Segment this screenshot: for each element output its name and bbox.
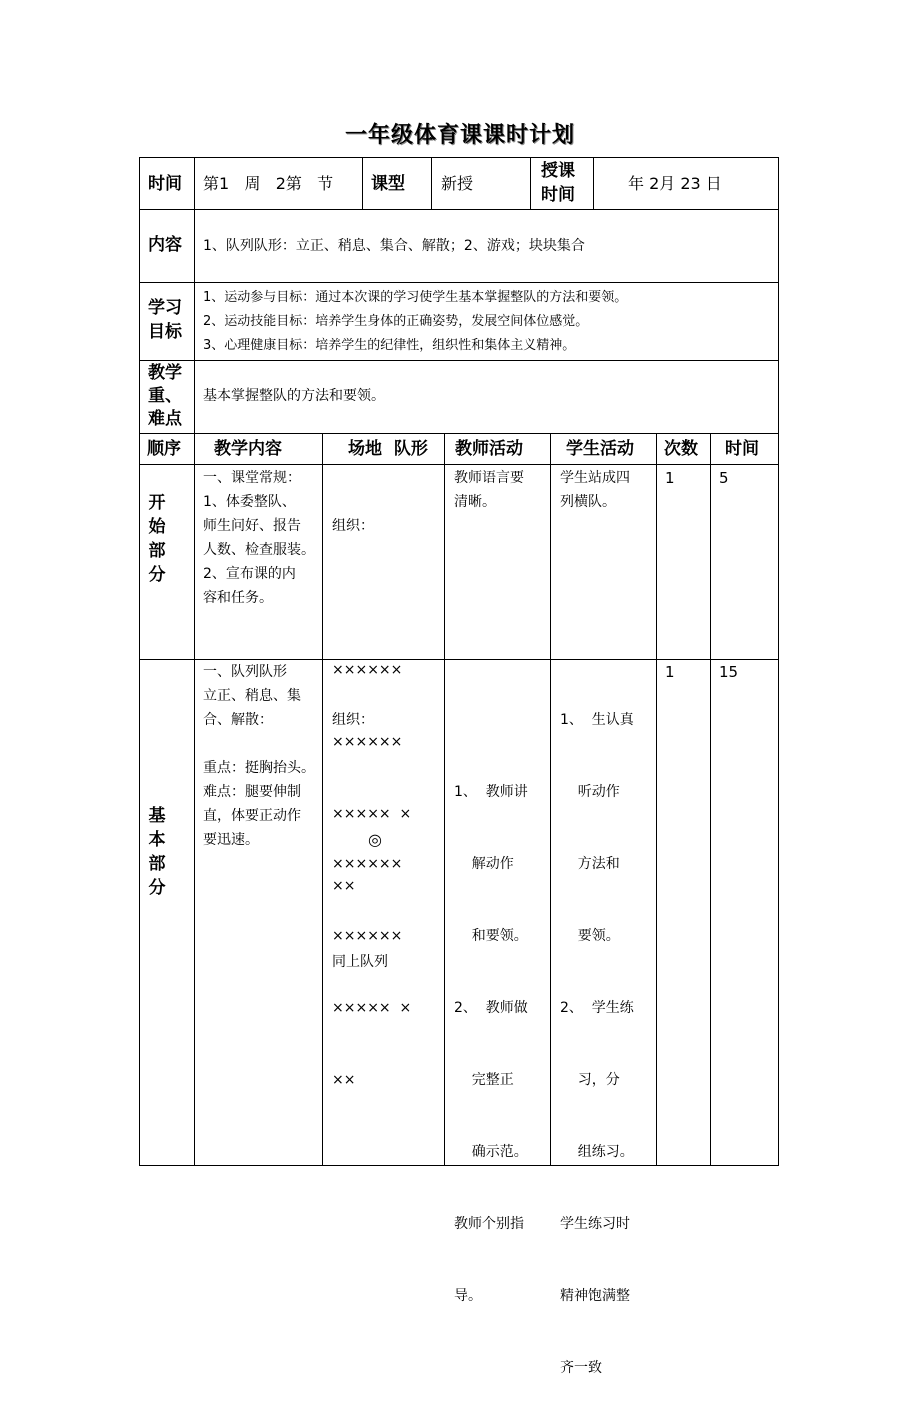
student-line: 1、 生认真 [560,712,634,728]
col-divider [550,433,551,1166]
teacher-line: 解动作 [454,856,514,872]
header-count: 次数 [664,439,698,459]
row-divider [139,464,779,465]
header-teacher: 教师活动 [455,439,523,459]
goals-label-1: 学习 [148,298,182,318]
start-teacher [454,466,524,514]
teacher-position-mark: ◎ [368,830,382,849]
col-divider [322,433,323,1166]
start-student [560,466,630,514]
row-divider [139,433,779,434]
row-divider [139,209,779,210]
section-char: 基 [148,806,166,826]
formation-line: ×× [332,878,356,894]
col-divider [194,209,195,433]
teacher-line: 教师语言要 [454,470,524,486]
col-divider [444,433,445,1166]
header-student: 学生活动 [566,439,634,459]
teach-time-label-2: 时间 [541,185,575,205]
start-count: 1 [665,469,675,487]
student-line: 学生练习时 [560,1216,630,1232]
student-line: 方法和 [560,856,620,872]
formation-note: 同上队列 [332,954,388,970]
teacher-line [454,708,528,732]
teacher-line: 确示范。 [454,1144,528,1160]
basic-section-label [147,804,167,900]
content-line [203,732,319,756]
formation-line: ×××××× [332,734,403,750]
student-line: 习，分 [560,1072,620,1088]
header-content: 教学内容 [214,439,282,459]
col-divider [194,157,195,209]
formation-line: 组织： [332,712,374,728]
content-line: 重点：挺胸抬头。 [203,760,315,776]
section-char: 分 [148,565,166,585]
date-value: 年 2月 23 日 [628,174,722,193]
formation-line: ×××××× [332,928,403,944]
content-line: 容和任务。 [203,590,273,606]
formation-line [332,780,411,804]
col-divider [530,157,531,209]
content-line: 1、体委整队、 [203,494,296,510]
basic-student [560,660,634,1404]
lesson-type-value: 新授 [441,174,474,193]
content-line: 2、宣布课的内 [203,566,296,582]
header-order: 顺序 [147,439,181,459]
section-char: 本 [148,830,166,850]
formation-line: 组织： [332,518,374,534]
formation-line: ××××× × [332,1000,412,1016]
col-divider [431,157,432,209]
row-divider [139,282,779,283]
teach-time-label-1: 授课 [541,161,575,181]
teacher-line: 完整正 [454,1072,514,1088]
col-divider [194,433,195,1166]
content-line: 直，体要正动作 [203,808,301,824]
teacher-line: 和要领。 [454,928,528,944]
keypoints-label-3: 难点 [148,409,182,429]
start-time: 5 [719,469,729,487]
formation-line: ×××××× [332,662,403,678]
start-section-label [147,491,167,587]
basic-formation [332,660,411,1116]
header-formation: 场地 队形 [348,439,428,459]
section-char: 部 [148,541,166,561]
content-line: 立正、稍息、集 [203,688,301,704]
goals-label-2: 目标 [148,322,182,342]
col-divider [710,433,711,1166]
student-line: 组练习。 [560,1144,634,1160]
formation-line: ×××××× [332,856,403,872]
col-divider [656,433,657,1166]
col-divider [593,157,594,209]
lesson-type-label: 课型 [371,174,405,194]
formation-line [332,586,411,610]
student-line: 要领。 [560,928,620,944]
teacher-line: 清晰。 [454,494,496,510]
teacher-line: 导。 [454,1288,482,1304]
section-char: 分 [148,878,166,898]
keypoints-value: 基本掌握整队的方法和要领。 [203,388,385,404]
formation-line: ××××× × [332,806,412,822]
content-line: 难点：腿要伸制 [203,784,301,800]
student-line: 学生站成四 [560,470,630,486]
row-divider [139,360,779,361]
basic-time: 15 [719,663,739,681]
col-divider [362,157,363,209]
teacher-line: 1、 教师讲 [454,784,528,800]
basic-teacher [454,660,528,1332]
page-title: 一年级体育课课时计划 [344,123,575,148]
student-line: 齐一致 [560,1360,602,1376]
keypoints-label-2: 重、 [148,386,182,406]
time-label: 时间 [148,174,182,194]
goal-line: 1、运动参与目标：通过本次课的学习使学生基本掌握整队的方法和要领。 [203,290,628,305]
section-char: 始 [148,517,166,537]
formation-line: ×× [332,1072,356,1088]
week-value: 第1 周 2第 节 [203,174,334,193]
student-line: 2、 学生练 [560,1000,634,1016]
section-char: 开 [148,493,166,513]
header-time: 时间 [725,439,759,459]
teacher-line: 教师个别指 [454,1216,524,1232]
goal-line: 3、心理健康目标：培养学生的纪律性，组织性和集体主义精神。 [203,338,576,353]
student-line: 精神饱满整 [560,1288,630,1304]
student-line: 列横队。 [560,494,616,510]
content-line: 人数、检查服装。 [203,542,315,558]
content-line: 师生问好、报告 [203,518,301,534]
section-char: 部 [148,854,166,874]
content-line: 一、队列队形 [203,664,287,680]
content-label: 内容 [148,235,182,255]
content-value: 1、队列队形：立正、稍息、集合、解散；2、游戏；块块集合 [203,238,585,254]
basic-count: 1 [665,663,675,681]
student-line: 听动作 [560,784,620,800]
content-line: 要迅速。 [203,832,259,848]
teacher-line: 2、 教师做 [454,1000,528,1016]
start-content [203,466,317,610]
keypoints-label-1: 教学 [148,363,182,383]
content-line: 一、课堂常规： [203,470,301,486]
goal-line: 2、运动技能目标：培养学生身体的正确姿势，发展空间体位感觉。 [203,314,589,329]
content-line: 合、解散： [203,712,273,728]
basic-content [203,660,319,852]
